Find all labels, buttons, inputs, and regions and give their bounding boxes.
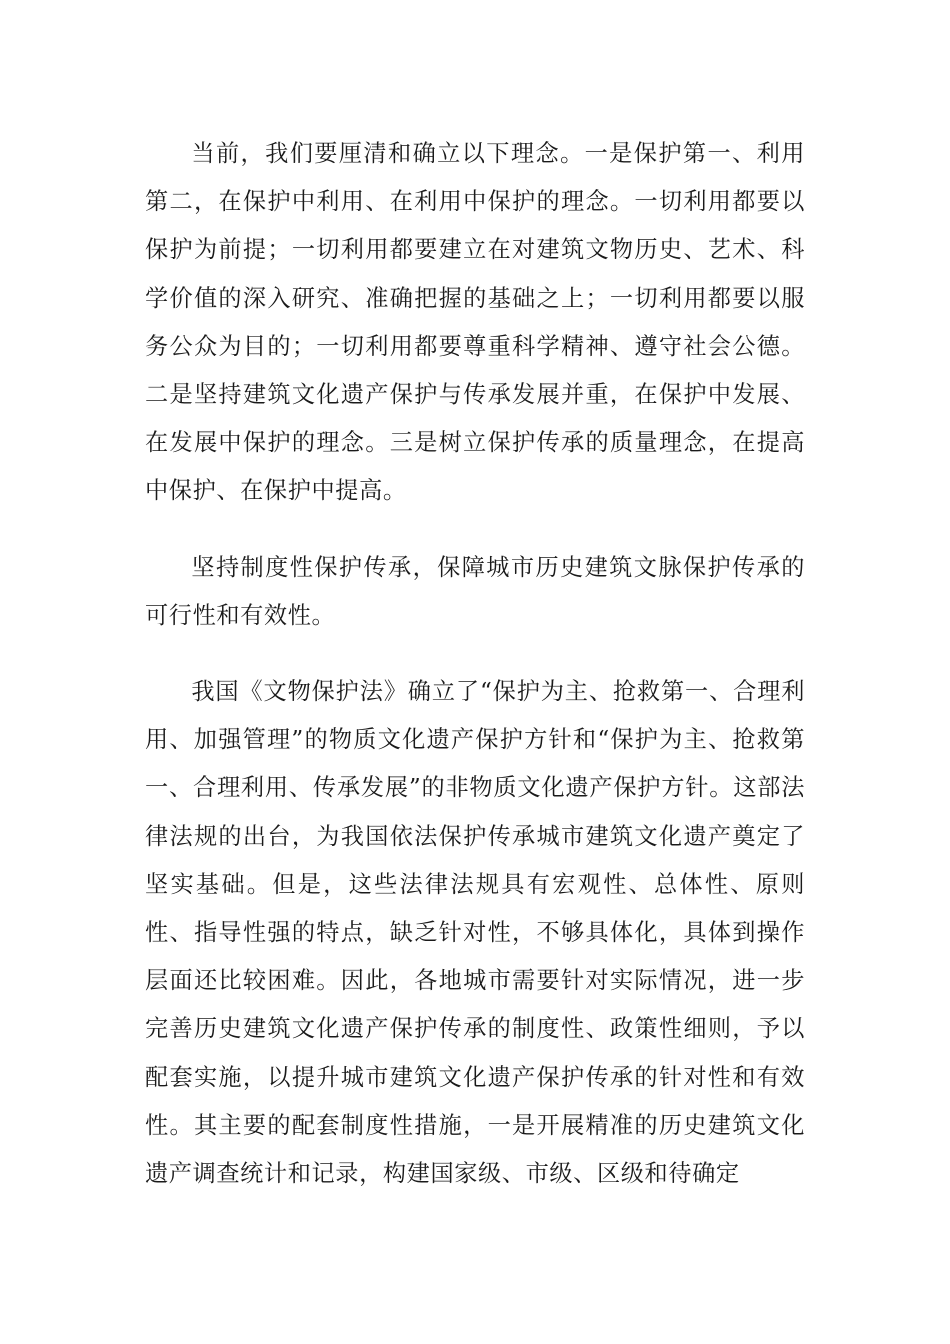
paragraph-cultural-relics-law: 我国《文物保护法》确立了“保护为主、抢救第一、合理利用、加强管理”的物质文化遗产保护方针和“保护为主、抢救第一、合理利用、传承发展”的非物质文化遗产保护方针。这部法律法规的出台，为我国依法保护传承城市建筑文化遗产奠定了坚实基础。但是，这些法律法规具有宏观性、总体性、原则性、指导性强的特点，缺乏针对性，不够具体化，具体到操作层面还比较困难。因此，各地城市需要针对实际情况，进一步完善历史建筑文化遗产保护传承的制度性、政策性细则，予以配套实施，以提升城市建筑文化遗产保护传承的针对性和有效性。其主要的配套制度性措施，一是开展精准的历史建筑文化遗产调查统计和记录，构建国家级、市级、区级和待确定	[145, 678, 805, 1188]
paragraph-institutional-protection: 坚持制度性保护传承，保障城市历史建筑文脉保护传承的可行性和有效性。	[145, 553, 805, 629]
document-body	[145, 130, 805, 1226]
paragraph-concepts: 当前，我们要厘清和确立以下理念。一是保护第一、利用第二，在保护中利用、在利用中保护的理念。一切利用都要以保护为前提；一切利用都要建立在对建筑文物历史、艺术、科学价值的深入研究、准确把握的基础之上；一切利用都要以服务公众为目的；一切利用都要尊重科学精神、遵守社会公德。二是坚持建筑文化遗产保护与传承发展并重，在保护中发展、在发展中保护的理念。三是树立保护传承的质量理念，在提高中保护、在保护中提高。	[145, 140, 805, 505]
